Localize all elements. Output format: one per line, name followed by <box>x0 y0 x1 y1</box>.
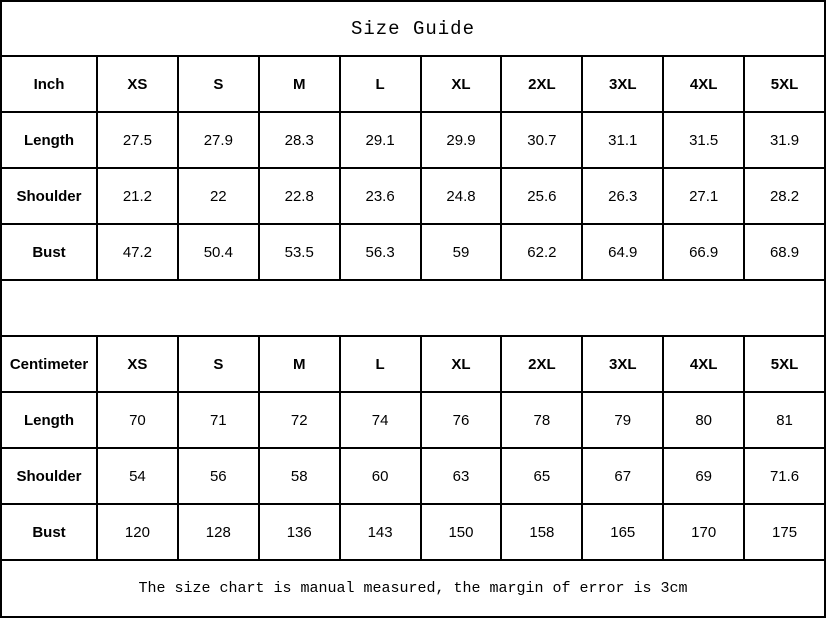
size-header-cell: 3XL <box>583 337 662 391</box>
measure-value-cell: 69 <box>664 449 743 503</box>
size-header-cell: S <box>179 337 258 391</box>
measure-value-cell: 79 <box>583 393 662 447</box>
measure-label-cell: Bust <box>2 225 96 279</box>
measure-value-cell: 53.5 <box>260 225 339 279</box>
measure-value-cell: 23.6 <box>341 169 420 223</box>
size-header-cell: 2XL <box>502 57 581 111</box>
size-header-cell: 4XL <box>664 57 743 111</box>
size-header-cell: 5XL <box>745 337 824 391</box>
measure-value-cell: 30.7 <box>502 113 581 167</box>
measure-value-cell: 62.2 <box>502 225 581 279</box>
measure-value-cell: 67 <box>583 449 662 503</box>
measure-value-cell: 27.9 <box>179 113 258 167</box>
size-header-cell: 2XL <box>502 337 581 391</box>
measure-value-cell: 128 <box>179 505 258 559</box>
measure-value-cell: 80 <box>664 393 743 447</box>
measure-value-cell: 56.3 <box>341 225 420 279</box>
measure-value-cell: 31.1 <box>583 113 662 167</box>
measure-value-cell: 29.9 <box>422 113 501 167</box>
measure-value-cell: 24.8 <box>422 169 501 223</box>
size-header-cell: M <box>260 337 339 391</box>
measure-value-cell: 31.9 <box>745 113 824 167</box>
measure-label-cell: Shoulder <box>2 169 96 223</box>
measure-value-cell: 58 <box>260 449 339 503</box>
size-header-cell: 3XL <box>583 57 662 111</box>
measure-value-cell: 21.2 <box>98 169 177 223</box>
measure-value-cell: 27.5 <box>98 113 177 167</box>
measure-value-cell: 28.2 <box>745 169 824 223</box>
measure-value-cell: 170 <box>664 505 743 559</box>
measure-value-cell: 54 <box>98 449 177 503</box>
measure-value-cell: 175 <box>745 505 824 559</box>
measure-value-cell: 59 <box>422 225 501 279</box>
size-header-cell: XL <box>422 57 501 111</box>
size-header-cell: L <box>341 337 420 391</box>
measure-value-cell: 28.3 <box>260 113 339 167</box>
size-header-cell: L <box>341 57 420 111</box>
measure-value-cell: 50.4 <box>179 225 258 279</box>
measure-value-cell: 64.9 <box>583 225 662 279</box>
measure-value-cell: 76 <box>422 393 501 447</box>
measure-value-cell: 25.6 <box>502 169 581 223</box>
size-header-cell: 5XL <box>745 57 824 111</box>
measure-label-cell: Length <box>2 393 96 447</box>
footer-note: The size chart is manual measured, the margin of error is 3cm <box>2 561 824 616</box>
measure-value-cell: 78 <box>502 393 581 447</box>
size-header-cell: XS <box>98 57 177 111</box>
size-header-cell: 4XL <box>664 337 743 391</box>
measure-value-cell: 68.9 <box>745 225 824 279</box>
measure-value-cell: 150 <box>422 505 501 559</box>
spacer-row <box>2 281 824 335</box>
measure-label-cell: Length <box>2 113 96 167</box>
measure-value-cell: 120 <box>98 505 177 559</box>
measure-value-cell: 72 <box>260 393 339 447</box>
measure-value-cell: 56 <box>179 449 258 503</box>
measure-value-cell: 70 <box>98 393 177 447</box>
measure-value-cell: 22 <box>179 169 258 223</box>
measure-value-cell: 63 <box>422 449 501 503</box>
measure-value-cell: 31.5 <box>664 113 743 167</box>
size-header-cell: XL <box>422 337 501 391</box>
measure-value-cell: 66.9 <box>664 225 743 279</box>
measure-value-cell: 81 <box>745 393 824 447</box>
measure-label-cell: Shoulder <box>2 449 96 503</box>
size-header-cell: XS <box>98 337 177 391</box>
measure-label-cell: Bust <box>2 505 96 559</box>
measure-value-cell: 26.3 <box>583 169 662 223</box>
measure-value-cell: 136 <box>260 505 339 559</box>
measure-value-cell: 158 <box>502 505 581 559</box>
page-title: Size Guide <box>2 2 824 55</box>
measure-value-cell: 22.8 <box>260 169 339 223</box>
measure-value-cell: 71.6 <box>745 449 824 503</box>
measure-value-cell: 143 <box>341 505 420 559</box>
measure-value-cell: 29.1 <box>341 113 420 167</box>
measure-value-cell: 65 <box>502 449 581 503</box>
measure-value-cell: 71 <box>179 393 258 447</box>
measure-value-cell: 27.1 <box>664 169 743 223</box>
measure-value-cell: 47.2 <box>98 225 177 279</box>
measure-value-cell: 74 <box>341 393 420 447</box>
unit-header-cell: Inch <box>2 57 96 111</box>
measure-value-cell: 165 <box>583 505 662 559</box>
measure-value-cell: 60 <box>341 449 420 503</box>
size-header-cell: S <box>179 57 258 111</box>
unit-header-cell: Centimeter <box>2 337 96 391</box>
size-header-cell: M <box>260 57 339 111</box>
